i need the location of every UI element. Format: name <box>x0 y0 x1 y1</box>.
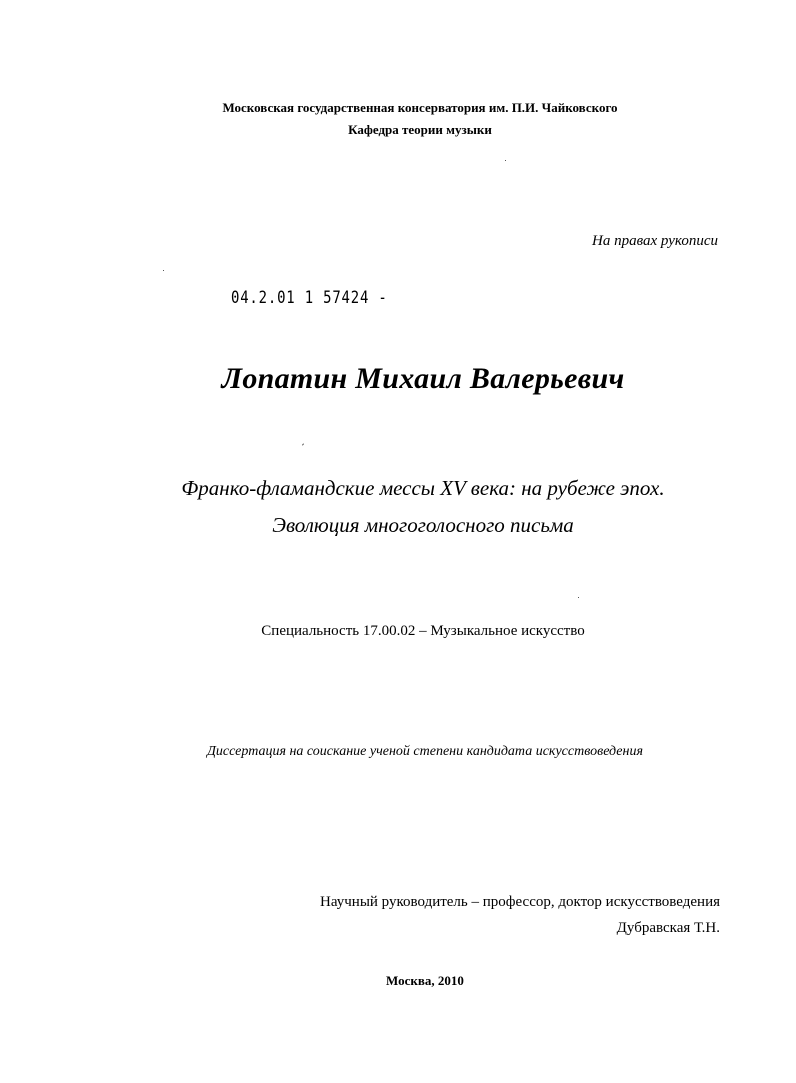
specialty-line: Специальность 17.00.02 – Музыкальное искусство <box>261 623 585 639</box>
scan-speck <box>578 597 579 598</box>
rights-notice: На правах рукописи <box>592 233 718 249</box>
supervisor-name: Дубравская Т.Н. <box>616 920 720 936</box>
author-name: Лопатин Михаил Валерьевич <box>221 362 625 395</box>
supervisor-role: Научный руководитель – профессор, доктор искусствоведения <box>320 894 720 910</box>
scan-speck <box>163 270 164 271</box>
dissertation-type: Диссертация на соискание ученой степени кандидата искусствоведения <box>207 744 643 759</box>
scan-speck <box>505 160 506 161</box>
city-year: Москва, 2010 <box>386 973 464 988</box>
institution-name: Московская государственная консерватория им. П.И. Чайковского <box>222 100 618 115</box>
scan-speck <box>302 443 304 445</box>
thesis-title-line-1: Франко-фламандские мессы XV века: на рубеже эпох. <box>181 476 665 500</box>
department-name: Кафедра теории музыки <box>348 122 492 137</box>
thesis-title-line-2: Эволюция многоголосного письма <box>272 513 574 537</box>
registration-stamp-number: 04.2.01 1 57424 - <box>231 288 388 308</box>
